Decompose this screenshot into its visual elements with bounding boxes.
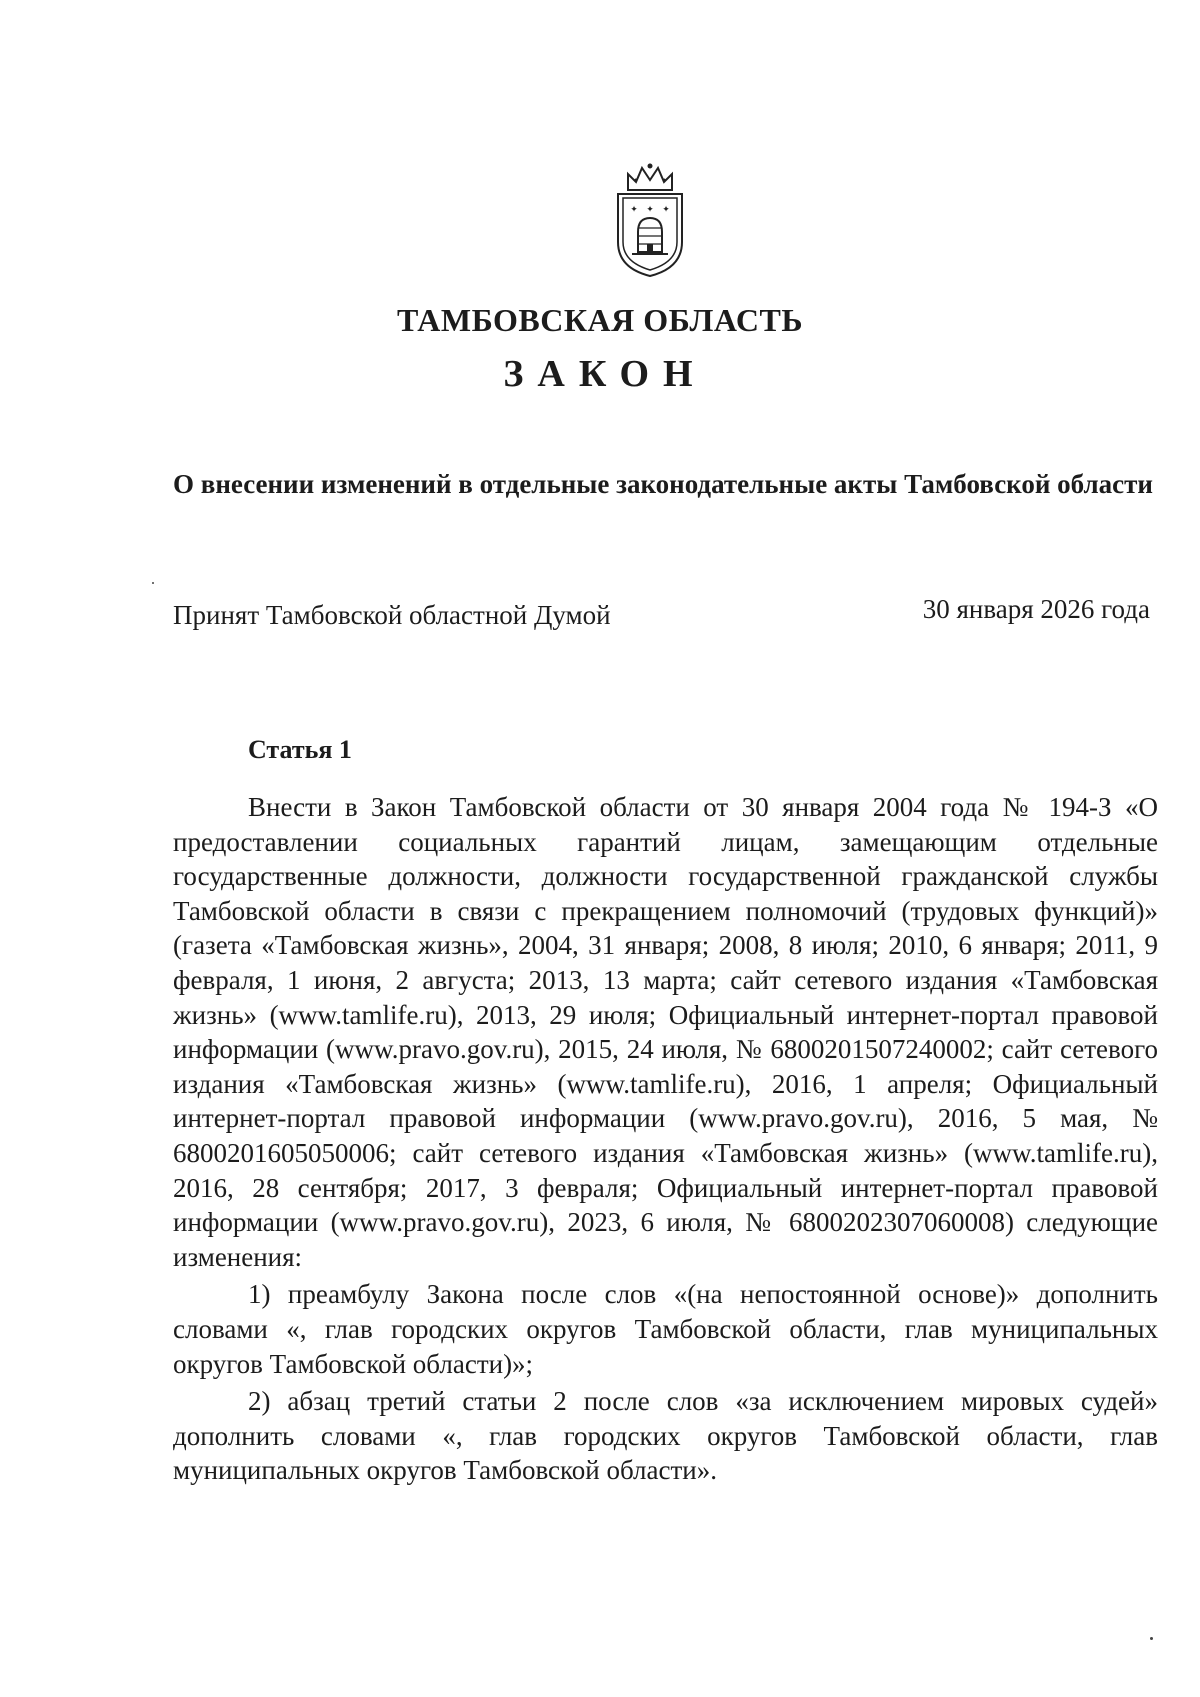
- svg-text:✦: ✦: [646, 204, 654, 214]
- scan-speck: [1150, 1637, 1153, 1640]
- svg-text:✦: ✦: [630, 204, 638, 214]
- tambov-coat-of-arms-icon: [610, 160, 690, 280]
- svg-text:✦: ✦: [662, 204, 670, 214]
- scan-speck: [152, 582, 154, 584]
- document-type: ЗАКОН: [503, 353, 707, 395]
- adoption-text: Принят Тамбовской областной Думой: [173, 600, 611, 630]
- adoption-date: 30 января 2026 года: [922, 594, 1150, 624]
- article-heading: Статья 1: [248, 735, 352, 764]
- law-title: О внесении изменений в отдельные законодательные акты Тамбовской области: [173, 469, 1153, 499]
- article-intro-paragraph: Внести в Закон Тамбовской области от 30 января 2004 года № 194-З «О предоставлении социальных гарантий лицам, замещающим отдельные государственные должности, должности государственной гражданской службы Тамбовской области в связи с прекращением полномочий (трудовых функций)» (газета «Тамбовская жизнь», 2004, 31 января; 2008, 8 июля; 2010, 6 января; 2011, 9 февраля, 1 июня, 2 августа; 2013, 13 марта; сайт сетевого издания «Тамбовская жизнь» (www.tamlife.ru), 2013, 29 июля; Официальный интернет-портал правовой информации (www.pravo.gov.ru), 2015, 24 июля, № 6800201507240002; сайт сетевого издания «Тамбовская жизнь» (www.tamlife.ru), 2016, 1 апреля; Официальный интернет-портал правовой информации (www.pravo.gov.ru), 2016, 5 мая, № 6800201605050006; сайт сетевого издания «Тамбовская жизнь» (www.tamlife.ru), 2016, 28 сентября; 2017, 3 февраля; Официальный интернет-портал правовой информации (www.pravo.gov.ru), 2023, 6 июля, № 6800202307060008) следующие изменения:: [173, 792, 1158, 1272]
- region-name: ТАМБОВСКАЯ ОБЛАСТЬ: [397, 302, 803, 338]
- article-body: [173, 790, 1158, 1488]
- amendment-item-1: 1) преамбулу Закона после слов «(на непостоянной основе)» дополнить словами «, глав городских округов Тамбовской области, глав муниципальных округов Тамбовской области)»;: [173, 1279, 1158, 1379]
- amendment-item-2: 2) абзац третий статьи 2 после слов «за исключением мировых судей» дополнить словами «, глав городских округов Тамбовской области, глав муниципальных округов Тамбовской области».: [173, 1386, 1158, 1486]
